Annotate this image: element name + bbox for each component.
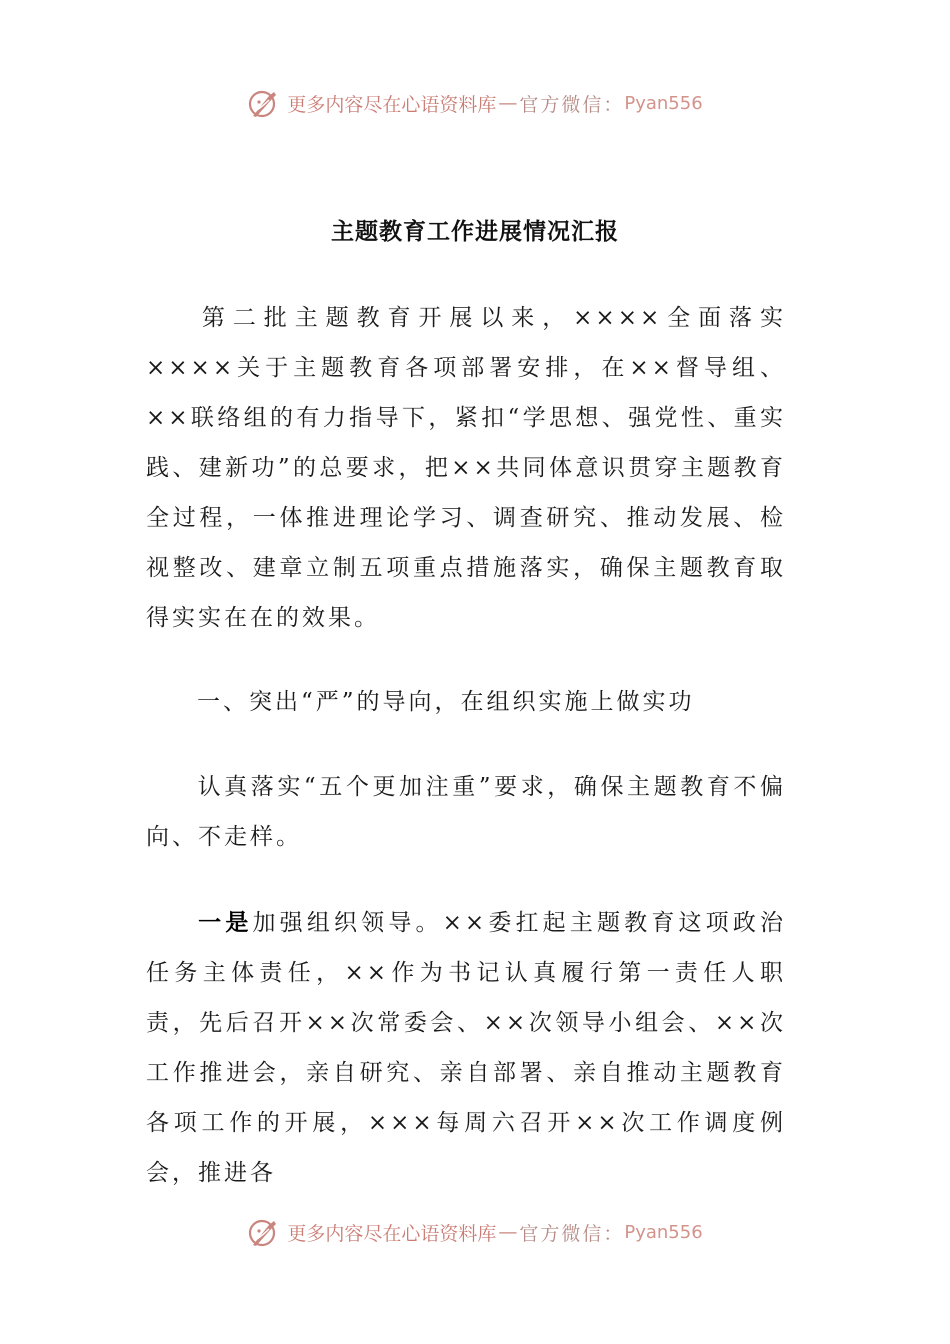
watermark-separator: — bbox=[498, 92, 518, 114]
watermark-label: 官方微信： bbox=[519, 1222, 625, 1245]
watermark-separator: — bbox=[498, 1221, 518, 1243]
section-heading-text: 一、突出“严”的导向，在组织实施上做实功 bbox=[197, 689, 695, 715]
pen-logo-icon bbox=[247, 86, 281, 120]
intro-paragraph bbox=[146, 293, 786, 643]
point-one-text: 加强组织领导。××委扛起主题教育这项政治任务主体责任，××作为书记认真履行第一责任人职责，先后召开××次常委会、××次领导小组会、××次工作推进会，亲自研究、亲自部署、亲自推动主题教育各项工作的开展，×××每周六召开××次工作调度例会，推进各 bbox=[146, 910, 787, 1186]
watermark-header bbox=[0, 83, 950, 123]
pen-logo-icon bbox=[247, 1215, 281, 1249]
document-title: 主题教育工作进展情况汇报 bbox=[331, 218, 619, 245]
watermark-footer bbox=[0, 1212, 950, 1252]
point-one-lead: 一是 bbox=[197, 909, 253, 936]
watermark-site-text: 更多内容尽在心语资料库 bbox=[287, 93, 497, 116]
section-intro-text: 认真落实“五个更加注重”要求，确保主题教育不偏向、不走样。 bbox=[146, 774, 786, 850]
intro-text: 第二批主题教育开展以来，××××全面落实××××关于主题教育各项部署安排，在××督导组、××联络组的有力指导下，紧扣“学思想、强党性、重实践、建新功”的总要求，把××共同体意识贯穿主题教育全过程，一体推进理论学习、调查研究、推动发展、检视整改、建章立制五项重点措施落实，确保主题教育取得实实在在的效果。 bbox=[146, 305, 786, 631]
section-heading bbox=[146, 677, 786, 727]
watermark-label: 官方微信： bbox=[519, 93, 625, 116]
watermark-site-text: 更多内容尽在心语资料库 bbox=[287, 1222, 497, 1245]
watermark-wechat-id: Pyan556 bbox=[624, 92, 703, 114]
point-one-paragraph bbox=[146, 898, 786, 1198]
section-intro-paragraph bbox=[146, 762, 786, 862]
watermark-wechat-id: Pyan556 bbox=[624, 1221, 703, 1243]
